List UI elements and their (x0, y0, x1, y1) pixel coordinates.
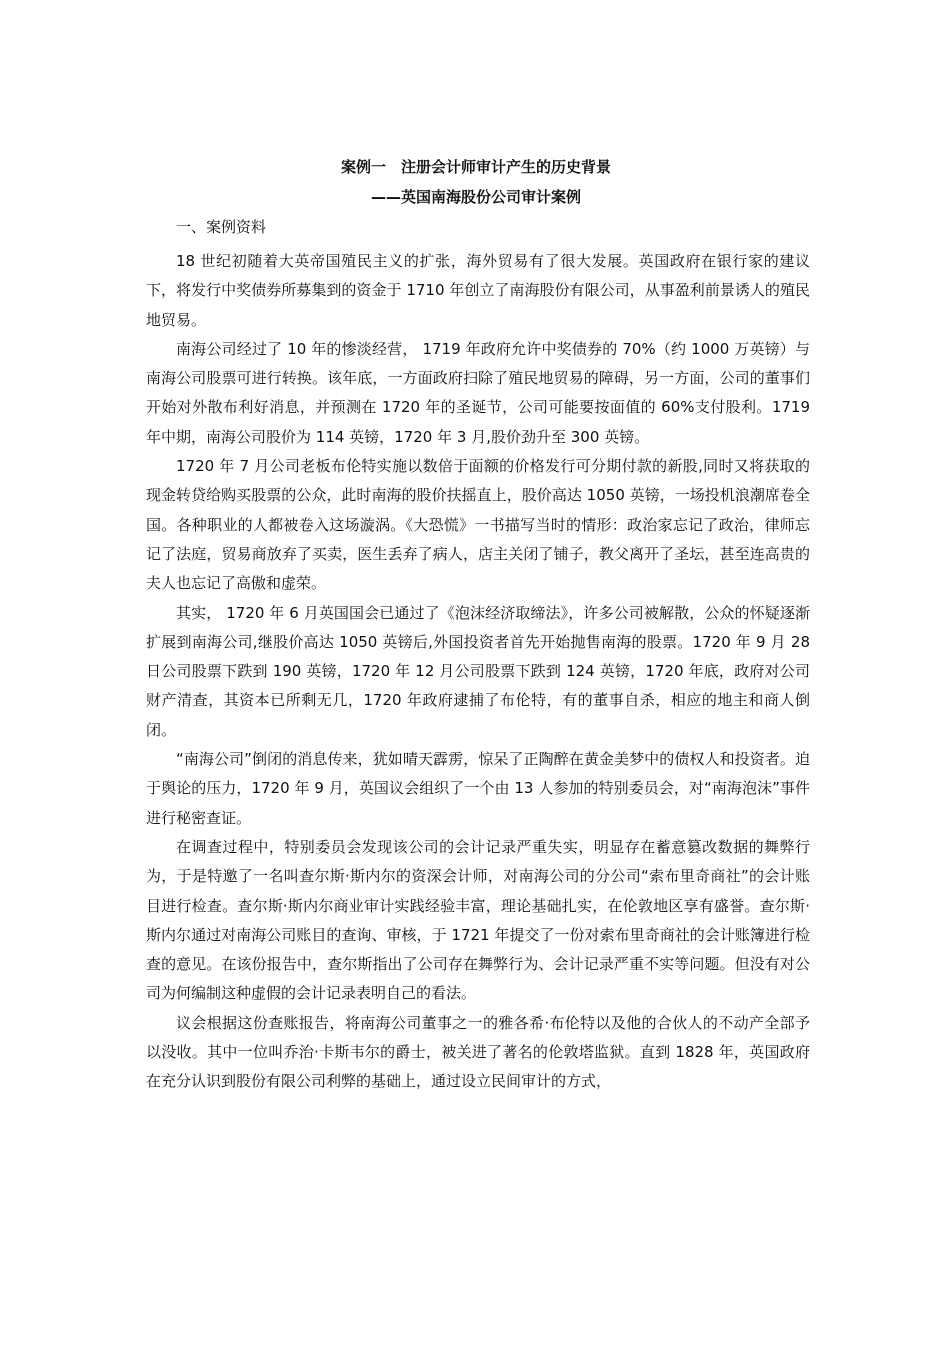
paragraph-6: 在调查过程中，特别委员会发现该公司的会计记录严重失实，明显存在蓄意篡改数据的舞弊行为，于是特邀了一名叫查尔斯·斯内尔的资深会计师，对南海公司的分公司“索布里奇商社”的会计账目进行检查。查尔斯·斯内尔商业审计实践经验丰富，理论基础扎实，在伦敦地区享有盛誉。查尔斯·斯内尔通过对南海公司账目的查询、审核，于 1721 年提交了一份对索布里奇商社的会计账簿进行检查的意见。在该份报告中，查尔斯指出了公司存在舞弊行为、会计记录严重不实等问题。但没有对公司为何编制这种虚假的会计记录表明自己的看法。 (146, 837, 810, 1003)
document-title: 案例一 注册会计师审计产生的历史背景 (340, 158, 611, 176)
paragraph-4: 其实， 1720 年 6 月英国国会已通过了《泡沫经济取缔法》，许多公司被解散，公众的怀疑逐渐扩展到南海公司,继股价高达 1050 英镑后,外国投资者首先开始抛售南海的股票。1720 年 9 月 28 日公司股票下跌到 190 英镑，1720 年 12 月公司股票下跌到 124 英镑，1720 年底，政府对公司财产清查，其资本已所剩无几，1720 年政府逮捕了布伦特，有的董事自杀，相应的地主和商人倒闭。 (146, 603, 810, 739)
paragraph-2: 南海公司经过了 10 年的惨淡经营， 1719 年政府允许中奖债券的 70%（约 1000 万英镑）与南海公司股票可进行转换。该年底，一方面政府扫除了殖民地贸易的障碍，另一方面，公司的董事们开始对外散布利好消息，并预测在 1720 年的圣诞节，公司可能要按面值的 60%支付股利。1719 年中期，南海公司股价为 114 英镑，1720 年 3 月,股价劲升至 300 英镑。 (146, 339, 810, 446)
section-heading: 一、案例资料 (176, 218, 267, 236)
paragraph-3: 1720 年 7 月公司老板布伦特实施以数倍于面额的价格发行可分期付款的新股,同时又将获取的现金转贷给购买股票的公众，此时南海的股价扶摇直上，股价高达 1050 英镑，一场投机浪潮席卷全国。各种职业的人都被卷入这场漩涡。《大恐慌》一书描写当时的情形：政治家忘记了政治，律师忘记了法庭，贸易商放弃了买卖，医生丢弃了病人，店主关闭了铺子，教父离开了圣坛，甚至连高贵的夫人也忘记了高傲和虚荣。 (146, 457, 810, 593)
document-subtitle: ——英国南海股份公司审计案例 (370, 188, 581, 206)
paragraph-1: 18 世纪初随着大英帝国殖民主义的扩张，海外贸易有了很大发展。英国政府在银行家的建议下，将发行中奖债券所募集到的资金于 1710 年创立了南海股份有限公司，从事盈利前景诱人的殖民地贸易。 (146, 252, 810, 329)
paragraph-7: 议会根据这份查账报告，将南海公司董事之一的雅各希·布伦特以及他的合伙人的不动产全部予以没收。其中一位叫乔治·卡斯韦尔的爵士，被关进了著名的伦敦塔监狱。直到 1828 年，英国政府在充分认识到股份有限公司利弊的基础上，通过设立民间审计的方式， (146, 1013, 810, 1091)
document-body (146, 247, 810, 1097)
paragraph-5: “南海公司”倒闭的消息传来，犹如晴天霹雳，惊呆了正陶醉在黄金美梦中的债权人和投资者。迫于舆论的压力，1720 年 9 月，英国议会组织了一个由 13 人参加的特别委员会，对“南海泡沫”事件进行秘密查证。 (146, 750, 810, 827)
